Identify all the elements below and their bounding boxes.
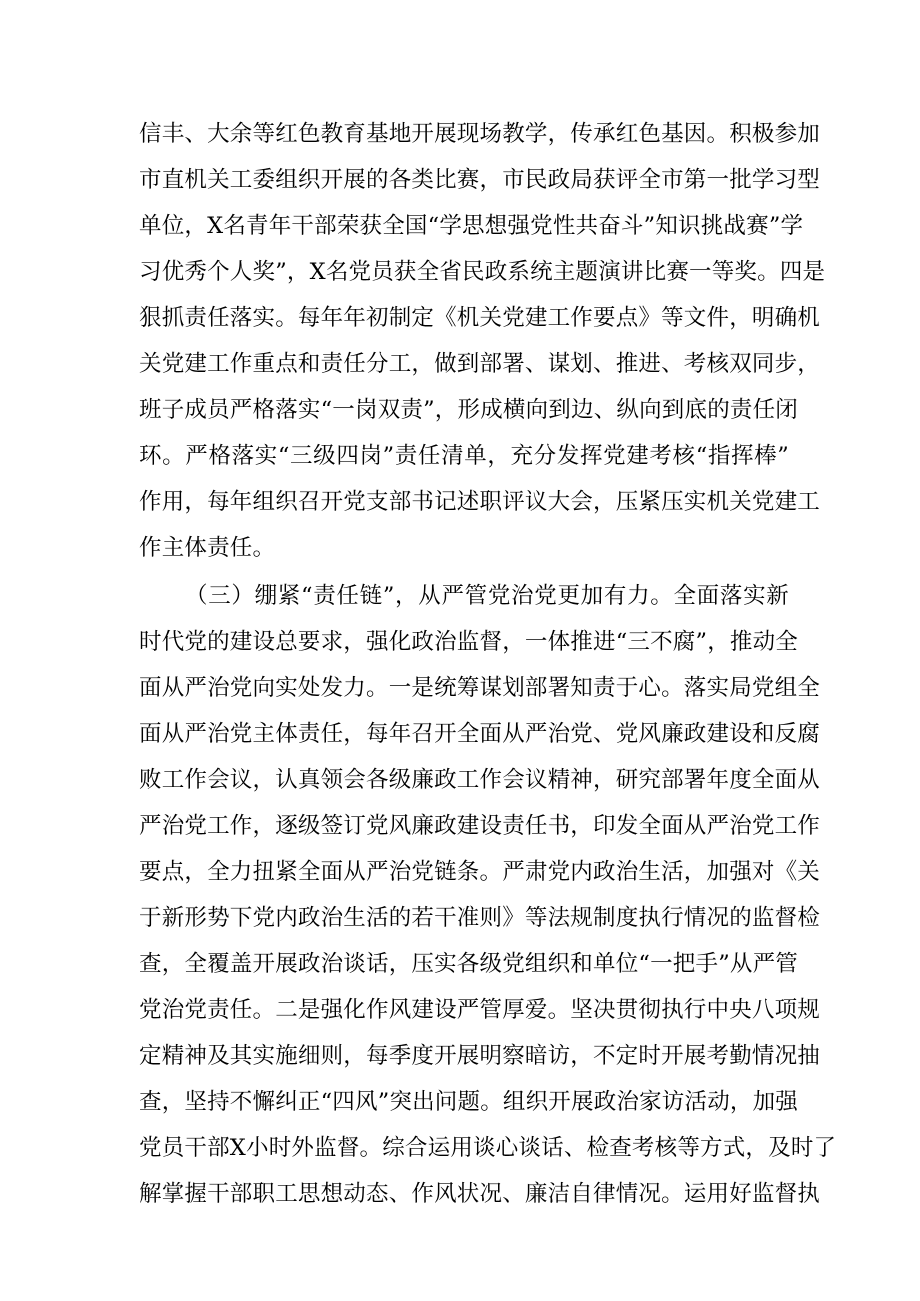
- text-line: 查，全覆盖开展政治谈话，压实各级党组织和单位“一把手”从严管: [139, 951, 799, 977]
- text-line: 环。严格落实“三级四岗”责任清单，充分发挥党建考核“指挥棒”: [139, 443, 789, 469]
- text-line: 信丰、大余等红色教育基地开展现场教学，传承红色基因。积极参加: [139, 121, 821, 147]
- text-line: 面从严治党主体责任，每年召开全面从严治党、党风廉政建设和反腐: [139, 721, 821, 747]
- text-line: 关党建工作重点和责任分工，做到部署、谋划、推进、考核双同步，: [139, 351, 821, 377]
- text-line: 定精神及其实施细则，每季度开展明察暗访，不定时开展考勤情况抽: [139, 1043, 821, 1069]
- text-line: 要点，全力扭紧全面从严治党链条。严肃党内政治生活，加强对《关: [139, 859, 821, 885]
- text-line: 党员干部X小时外监督。综合运用谈心谈话、检查考核等方式，及时了: [139, 1135, 837, 1161]
- text-line: 党治党责任。二是强化作风建设严管厚爱。坚决贯彻执行中央八项规: [139, 997, 821, 1023]
- text-line: 败工作会议，认真领会各级廉政工作会议精神，研究部署年度全面从: [139, 767, 821, 793]
- text-line: 市直机关工委组织开展的各类比赛，市民政局获评全市第一批学习型: [139, 167, 821, 193]
- text-line: 时代党的建设总要求，强化政治监督，一体推进“三不腐”，推动全: [139, 629, 799, 655]
- text-line: 班子成员严格落实“一岗双责”，形成横向到边、纵向到底的责任闭: [139, 397, 799, 423]
- text-line-paragraph-end: 作主体责任。: [139, 535, 276, 561]
- text-line: 查，坚持不懈纠正“四风”突出问题。组织开展政治家访活动，加强: [139, 1089, 799, 1115]
- text-line: 面从严治党向实处发力。一是统筹谋划部署知责于心。落实局党组全: [139, 675, 821, 701]
- section-heading-line: （三）绷紧“责任链”，从严管党治党更加有力。全面落实新: [185, 583, 789, 609]
- text-line: 单位，X名青年干部荣获全国“学思想强党性共奋斗”知识挑战赛”学: [139, 213, 804, 239]
- text-line: 严治党工作，逐级签订党风廉政建设责任书，印发全面从严治党工作: [139, 813, 821, 839]
- text-line: 解掌握干部职工思想动态、作风状况、廉洁自律情况。运用好监督执: [139, 1181, 821, 1207]
- text-line: 习优秀个人奖”，X名党员获全省民政系统主题演讲比赛一等奖。四是: [139, 259, 826, 285]
- text-line: 作用，每年组织召开党支部书记述职评议大会，压紧压实机关党建工: [139, 489, 821, 515]
- text-line: 狠抓责任落实。每年年初制定《机关党建工作要点》等文件，明确机: [139, 305, 821, 331]
- text-line: 于新形势下党内政治生活的若干准则》等法规制度执行情况的监督检: [139, 905, 821, 931]
